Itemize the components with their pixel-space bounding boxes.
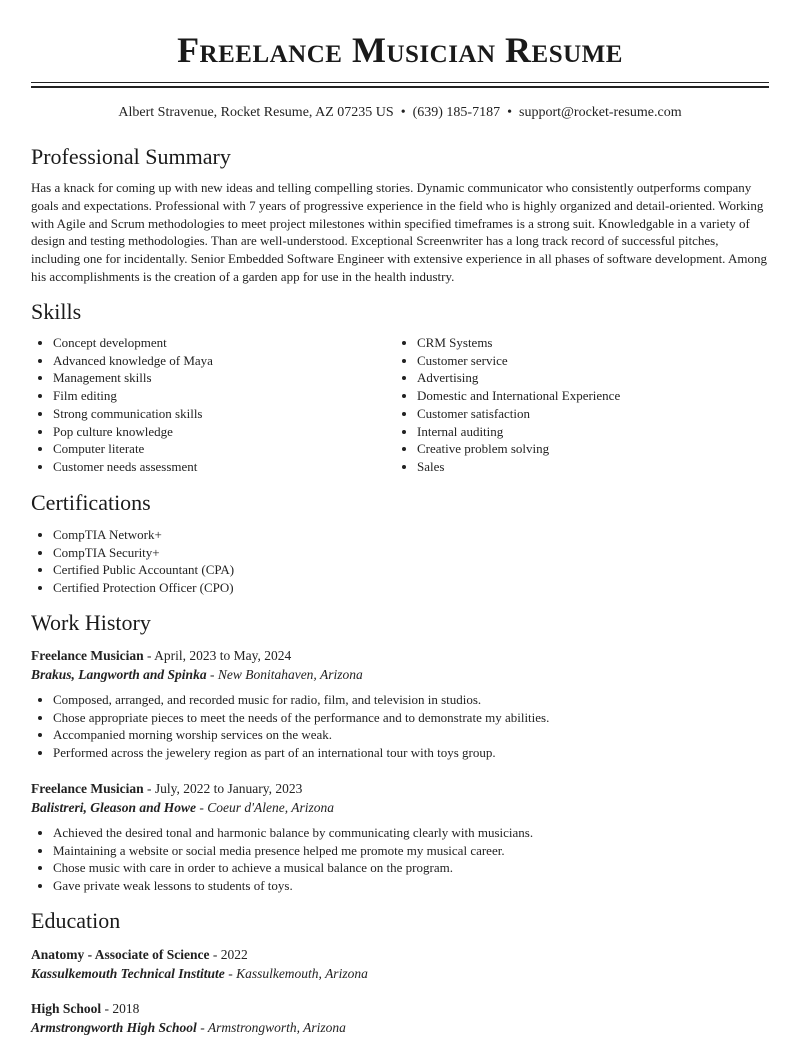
list-item: • Domestic and International Experience [417,387,791,405]
education-degree: High School [31,1001,102,1016]
contact-separator: • [507,105,513,120]
list-item: • Concept development [53,334,413,352]
education-degree-line: Anatomy - Associate of Science - 2022 [31,947,248,962]
list-item: • Chose music with care in order to achieve a musical balance on the program. [53,859,769,877]
list-item: • Composed, arranged, and recorded music for radio, film, and television in studios. [53,691,769,709]
education-year: 2022 [220,947,248,962]
list-item: • CRM Systems [417,334,791,352]
job-duties-list [31,824,769,895]
job-entry [31,779,769,895]
list-item: • Customer needs assessment [53,458,413,476]
job-employer: Brakus, Langworth and Spinka [31,667,207,682]
education-entry [31,999,769,1037]
contact-phone[interactable]: (639) 185-7187 [412,105,501,120]
work-history-heading: Work History [31,610,151,635]
job-employer-line: Balistreri, Gleason and Howe - Coeur d'Alene, Arizona [31,800,335,815]
job-location: New Bonitahaven, Arizona [217,667,363,682]
list-item: • CompTIA Security+ [53,544,769,562]
skills-heading: Skills [31,299,82,324]
skills-list-right [395,334,791,476]
list-item: • Sales [417,458,791,476]
list-item: • Film editing [53,387,413,405]
list-item: • Creative problem solving [417,440,791,458]
list-item: • Internal auditing [417,423,791,441]
education-school: Armstrongworth High School [31,1020,197,1035]
summary-text: Has a knack for coming up with new ideas and telling compelling stories. Dynamic communicator who consistently outperforms company goals and expectations. Professional with 7 years of progressive experience in the field who is highly organized and detail-oriented. Working with Agile and Scrum methodologies to meet project milestones within specified timeframes is a strong suit. Knowledgable in a variety of design and testing methodologies. Than are well-understood. Exceptional Screenwriter has a long track record of successful pitches, including one for incidentally. Senior Embedded Software Engineer with extensive experience in all phases of software development. Among his accomplishments is the creation of a garden app for use in the health industry. [31,180,767,284]
certifications-list [31,526,769,597]
education-location: Armstrongworth, Arizona [207,1020,346,1035]
education-location: Kassulkemouth, Arizona [236,966,368,981]
job-employer: Balistreri, Gleason and Howe [31,800,197,815]
education-heading: Education [31,908,121,933]
contact-separator: • [400,105,406,120]
contact-address: Albert Stravenue, Rocket Resume, AZ 07235 US [118,105,394,120]
list-item: • Performed across the jewelery region as part of an international tour with toys group. [53,744,769,762]
list-item: • Customer satisfaction [417,405,791,423]
job-title-line: Freelance Musician - July, 2022 to January, 2023 [31,781,303,796]
job-duties-list [31,691,769,762]
job-dates: April, 2023 to May, 2024 [154,648,292,663]
job-title-line: Freelance Musician - April, 2023 to May, 2024 [31,648,292,663]
certifications-heading: Certifications [31,490,151,515]
education-school: Kassulkemouth Technical Institute [31,966,225,981]
contact-email[interactable]: support@rocket-resume.com [519,105,682,120]
list-item: • Strong communication skills [53,405,413,423]
list-item: • Chose appropriate pieces to meet the needs of the performance and to demonstrate my abilities. [53,709,769,727]
list-item: • Maintaining a website or social media presence helped me promote my musical career. [53,842,769,860]
list-item: • Management skills [53,369,413,387]
education-degree-line: High School - 2018 [31,1001,140,1016]
list-item: • Certified Protection Officer (CPO) [53,579,769,597]
list-item: • Computer literate [53,440,413,458]
list-item: • Certified Public Accountant (CPA) [53,561,769,579]
education-entry [31,945,769,983]
summary-heading: Professional Summary [31,144,231,169]
header-divider [31,82,769,88]
list-item: • Advanced knowledge of Maya [53,352,413,370]
contact-line [31,104,769,122]
list-item: • Customer service [417,352,791,370]
list-item: • Advertising [417,369,791,387]
job-dates: July, 2022 to January, 2023 [154,781,303,796]
list-item: • CompTIA Network+ [53,526,769,544]
job-location: Coeur d'Alene, Arizona [207,800,335,815]
job-role: Freelance Musician [31,781,144,796]
page-title: Freelance Musician Resume [177,30,623,70]
list-item: • Accompanied morning worship services on the weak. [53,726,769,744]
list-item: • Achieved the desired tonal and harmonic balance by communicating clearly with musicians. [53,824,769,842]
education-school-line: Armstrongworth High School - Armstrongworth, Arizona [31,1020,346,1035]
education-degree: Anatomy - Associate of Science [31,947,210,962]
education-year: 2018 [112,1001,140,1016]
job-entry [31,646,769,762]
job-role: Freelance Musician [31,648,144,663]
job-employer-line: Brakus, Langworth and Spinka - New Bonitahaven, Arizona [31,667,363,682]
education-school-line: Kassulkemouth Technical Institute - Kassulkemouth, Arizona [31,966,368,981]
skills-list-left [31,334,413,476]
list-item: • Gave private weak lessons to students of toys. [53,877,769,895]
list-item: • Pop culture knowledge [53,423,413,441]
